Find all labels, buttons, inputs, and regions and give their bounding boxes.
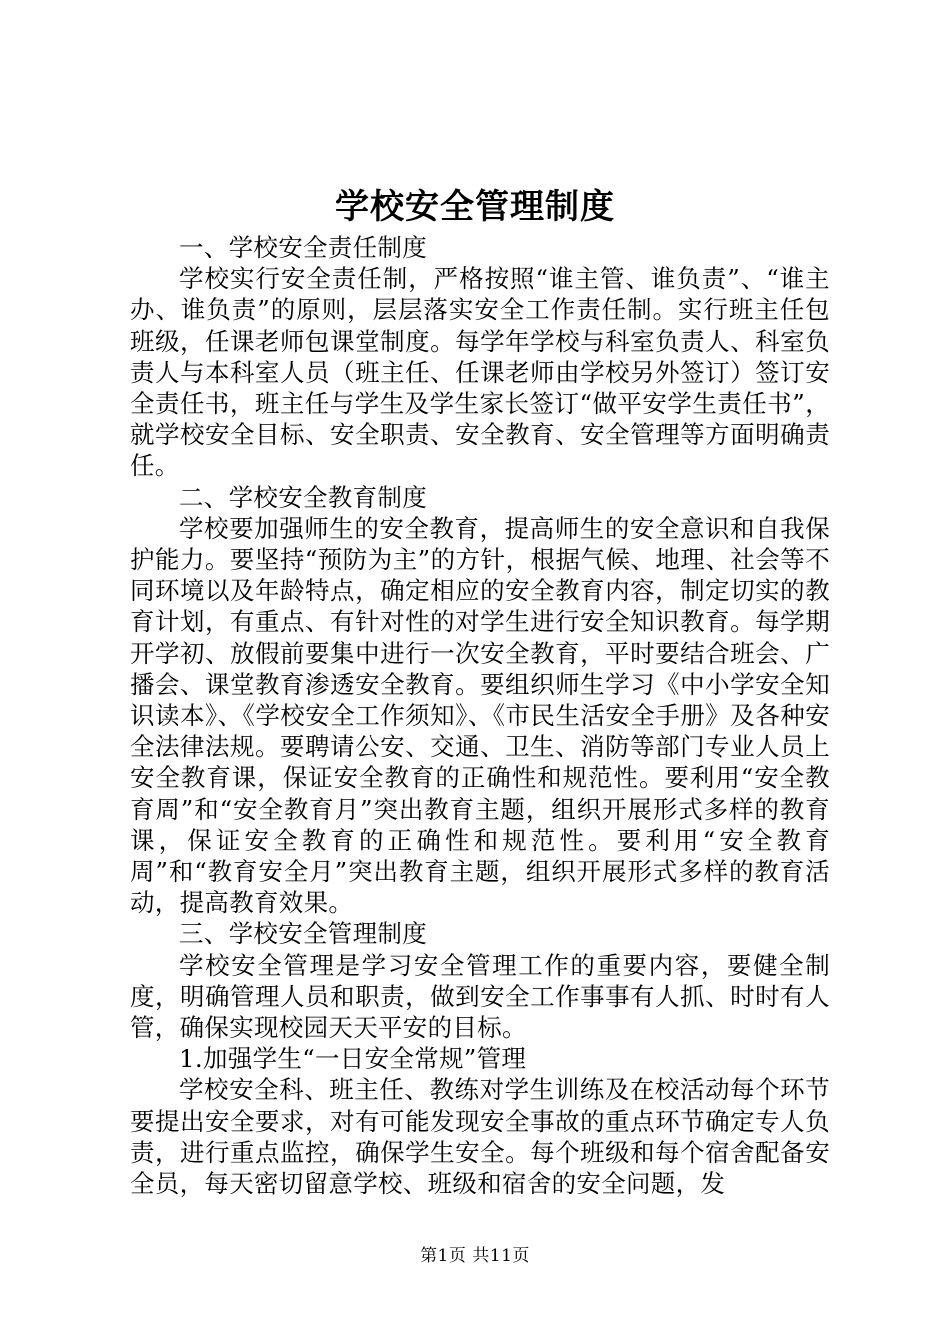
body-paragraph: 学校实行安全责任制，严格按照“谁主管、谁负责”、“谁主办、谁负责”的原则，层层落实安全工作责任制。实行班主任包班级，任课老师包课堂制度。每学年学校与科室负责人、科室负责人与本科室人员（班主任、任课老师由学校另外签订）签订安全责任书，班主任与学生及学生家长签订“做平安学生责任书”，就学校安全目标、安全职责、安全教育、安全管理等方面明确责任。 <box>130 264 830 481</box>
body-paragraph: 学校安全管理是学习安全管理工作的重要内容，要健全制度，明确管理人员和职责，做到安全工作事事有人抓、时时有人管，确保实现校园天天平安的目标。 <box>130 950 830 1043</box>
document-body <box>130 232 830 1199</box>
section-heading: 一、学校安全责任制度 <box>179 233 427 262</box>
section-heading: 二、学校安全教育制度 <box>179 482 427 512</box>
page-footer: 第1页 共11页 <box>420 1246 530 1266</box>
body-paragraph: 学校安全科、班主任、教练对学生训练及在校活动每个环节要提出安全要求，对有可能发现安全事故的重点环节确定专人负责，进行重点监控，确保学生安全。每个班级和每个宿舍配备安全员，每天密切留意学校、班级和宿舍的安全问题，发 <box>130 1075 830 1199</box>
subsection-heading: 1.加强学生“一日安全常规”管理 <box>179 1044 527 1074</box>
document-title: 学校安全管理制度 <box>335 187 615 227</box>
body-paragraph: 学校要加强师生的安全教育，提高师生的安全意识和自我保护能力。要坚持“预防为主”的方针，根据气候、地理、社会等不同环境以及年龄特点，确定相应的安全教育内容，制定切实的教育计划，有重点、有针对性的对学生进行安全知识教育。每学期开学初、放假前要集中进行一次安全教育，平时要结合班会、广播会、课堂教育渗透安全教育。要组织师生学习《中小学安全知识读本》、《学校安全工作须知》、《市民生活安全手册》及各种安全法律法规。要聘请公安、交通、卫生、消防等部门专业人员上安全教育课，保证安全教育的正确性和规范性。要利用“安全教育周”和“安全教育月”突出教育主题，组织开展形式多样的教育课，保证安全教育的正确性和规范性。要利用“安全教育周”和“教育安全月”突出教育主题，组织开展形式多样的教育活动，提高教育效果。 <box>130 513 830 918</box>
section-heading: 三、学校安全管理制度 <box>179 919 427 949</box>
